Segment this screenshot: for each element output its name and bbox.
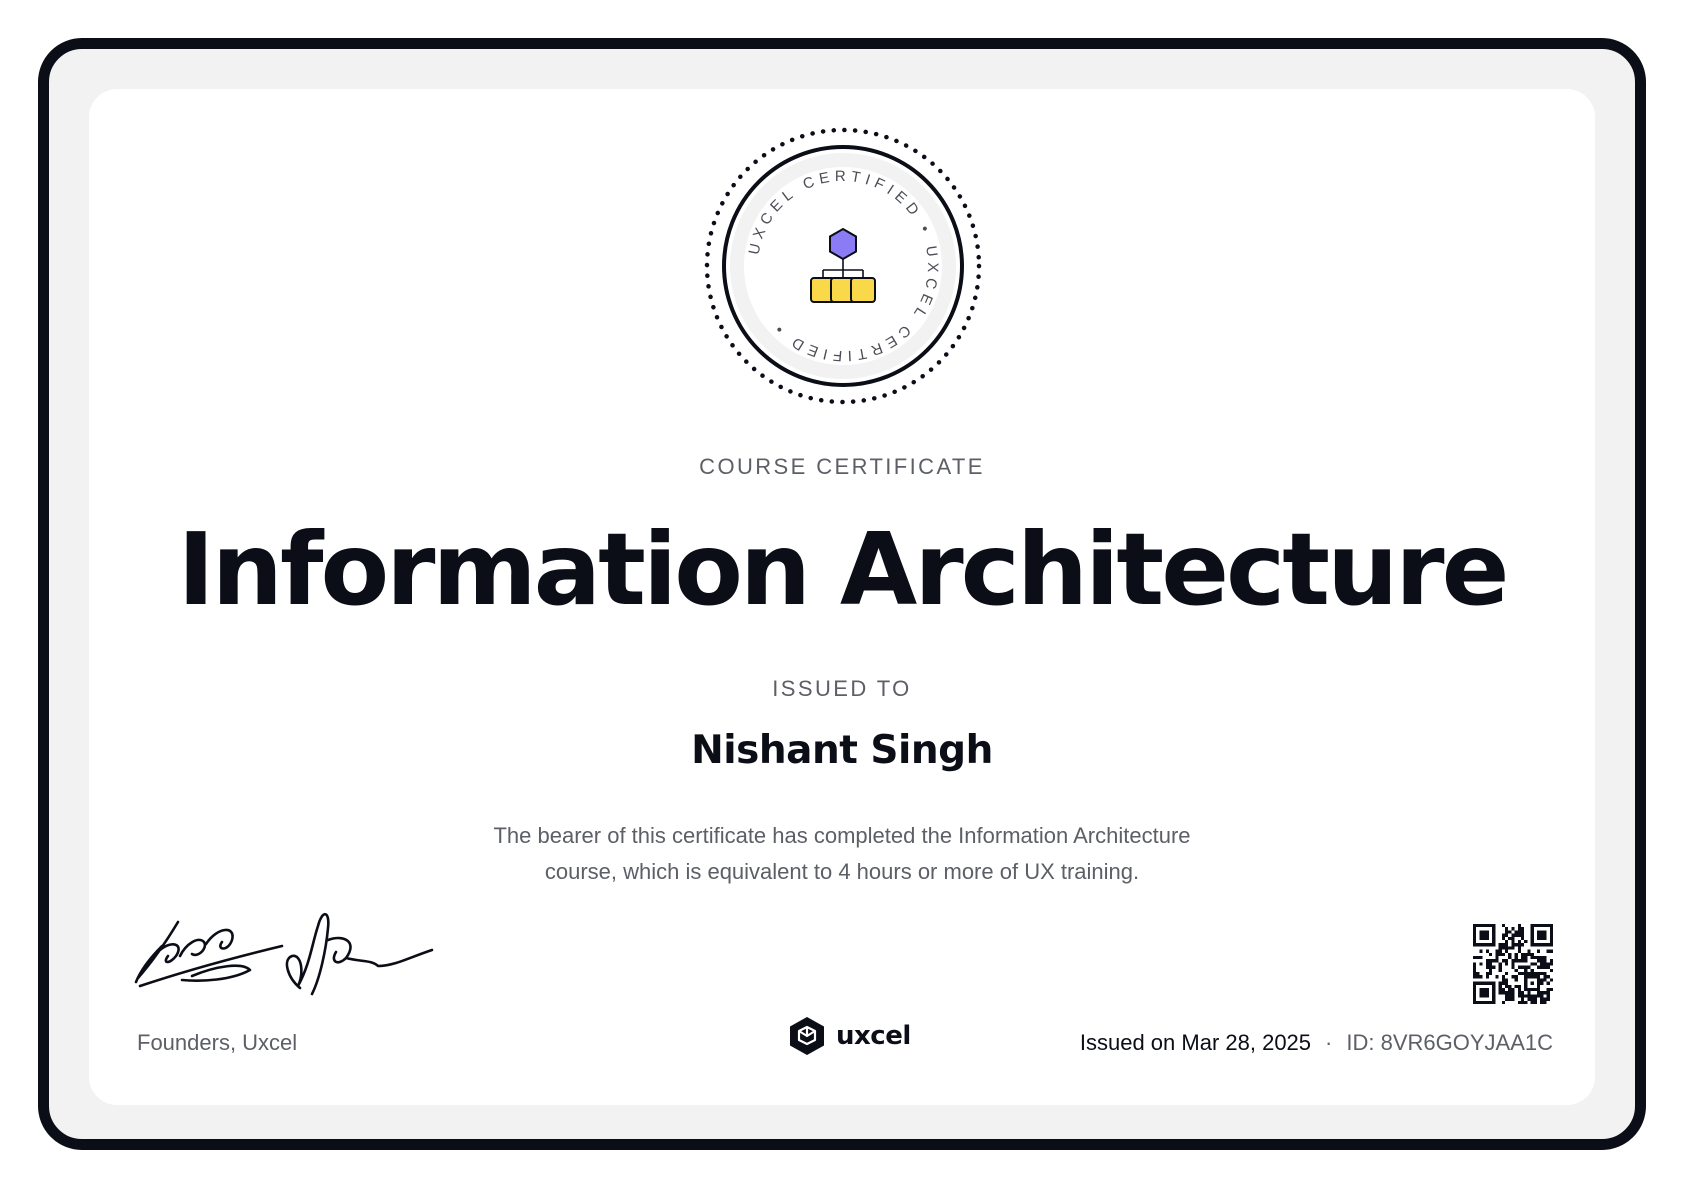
certificate-id: ID: 8VR6GOYJAA1C [1346,1030,1553,1055]
recipient-name: Nishant Singh [691,728,993,773]
certificate-type-label: COURSE CERTIFICATE [699,454,985,479]
uxcel-brand [788,1016,911,1056]
issue-info [1080,1030,1553,1056]
brand-name: uxcel [836,1021,911,1051]
description-line-2: course, which is equivalent to 4 hours or more of UX training. [544,859,1140,884]
founders-label: Founders, Uxcel [137,1030,298,1055]
badge-ring-text: UXCEL CERTIFIED • UXCEL CERTIFIED • [745,167,942,365]
issued-to-label: ISSUED TO [772,676,912,701]
certificate-description [0,818,1684,890]
qr-code[interactable] [1473,924,1553,1004]
issued-date: Issued on Mar 28, 2025 [1079,1030,1312,1055]
uxcel-logo-icon [788,1016,826,1056]
certified-badge [703,126,983,406]
separator-dot: · [1325,1030,1333,1055]
description-line-1: The bearer of this certificate has completed the Information Architecture [493,823,1191,848]
course-title: Information Architecture [177,511,1507,628]
founders-signature [132,900,436,1010]
